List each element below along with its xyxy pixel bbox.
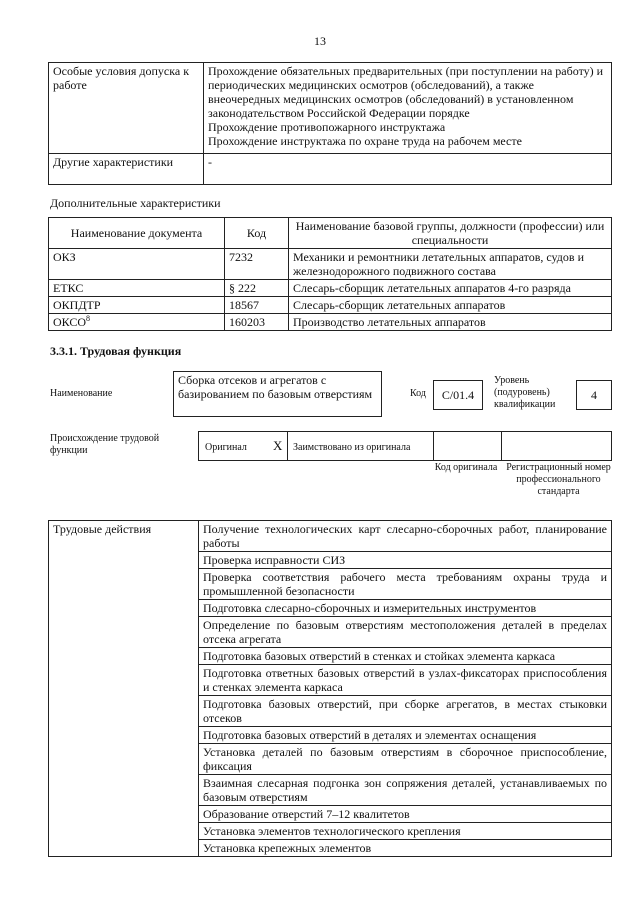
doc-name: ОКСО xyxy=(53,315,87,329)
name-cell: Механики и ремонтники летательных аппаратов, судов и железнодорожного подвижного состава xyxy=(289,249,612,280)
doc-cell: ЕТКС xyxy=(49,280,225,297)
name-value: Сборка отсеков и агрегатов с базированием по базовым отверстиям xyxy=(178,373,373,401)
additional-heading: Дополнительные характеристики xyxy=(50,196,221,210)
code-cell: § 222 xyxy=(225,280,289,297)
origin-box xyxy=(198,431,612,461)
row-line: Прохождение инструктажа по охране труда на рабочем месте xyxy=(208,134,522,148)
table-row xyxy=(49,521,612,552)
level-label: Уровень (подуровень) квалификации xyxy=(494,375,556,410)
table-row xyxy=(49,297,612,314)
table-row xyxy=(49,280,612,297)
list-item: Определение по базовым отверстиям местоположения деталей в пределах отсека агрегата xyxy=(199,617,612,648)
reg-number-label: Регистрационный номер профессионального стандарта xyxy=(506,462,611,497)
doc-cell: ОКЗ xyxy=(49,249,225,280)
labor-actions-table xyxy=(48,520,612,857)
code-cell: 160203 xyxy=(225,314,289,331)
name-label: Наименование xyxy=(50,388,113,399)
list-item: Подготовка базовых отверстий в деталях и элементах оснащения xyxy=(199,727,612,744)
code-cell: 18567 xyxy=(225,297,289,314)
list-item: Подготовка ответных базовых отверстий в узлах-фиксаторах приспособления и стенках элемента каркаса xyxy=(199,665,612,696)
header-name: Наименование базовой группы, должности (профессии) или специальности xyxy=(289,218,612,249)
origin-divider xyxy=(433,432,434,460)
table-row xyxy=(49,154,612,185)
list-item: Взаимная слесарная подгонка зон сопряжения деталей, устанавливаемых по базовым отверстиям xyxy=(199,775,612,806)
header-doc: Наименование документа xyxy=(49,218,225,249)
table-row xyxy=(49,249,612,280)
list-item: Установка крепежных элементов xyxy=(199,840,612,857)
original-mark: X xyxy=(273,438,283,453)
name-cell: Производство летательных аппаратов xyxy=(289,314,612,331)
origin-divider xyxy=(287,432,288,460)
origin-code-label: Код оригинала xyxy=(434,462,498,473)
table-row xyxy=(49,314,612,331)
level-value-box xyxy=(576,380,612,410)
origin-divider xyxy=(501,432,502,460)
row-label: Другие характеристики xyxy=(49,154,204,185)
list-item: Подготовка базовых отверстий в стенках и стойках элемента каркаса xyxy=(199,648,612,665)
code-value-box xyxy=(433,380,483,410)
code-value: C/01.4 xyxy=(441,388,475,402)
list-item: Проверка исправности СИЗ xyxy=(199,552,612,569)
original-label: Оригинал xyxy=(205,442,247,453)
additional-table xyxy=(48,217,612,331)
name-cell: Слесарь-сборщик летательных аппаратов 4-го разряда xyxy=(289,280,612,297)
origin-label: Происхождение трудовой функции xyxy=(50,433,160,456)
code-label: Код xyxy=(410,388,426,399)
row-value xyxy=(204,63,612,154)
list-item: Установка элементов технологического крепления xyxy=(199,823,612,840)
doc-cell xyxy=(49,314,225,331)
level-value: 4 xyxy=(591,388,597,402)
row-line: Прохождение обязательных предварительных (при поступлении на работу) и периодических медицинских осмотров (обследований), а также внеочередных медицинских осмотров (обследований) в установленном законодательством Российской Федерации порядке xyxy=(208,64,604,120)
row-value: - xyxy=(204,154,612,185)
labor-function-heading: 3.3.1. Трудовая функция xyxy=(50,344,182,358)
list-item: Образование отверстий 7–12 квалитетов xyxy=(199,806,612,823)
list-item: Получение технологических карт слесарно-сборочных работ, планирование работы xyxy=(199,521,612,552)
list-item: Подготовка слесарно-сборочных и измерительных инструментов xyxy=(199,600,612,617)
admission-table xyxy=(48,62,612,185)
table-header-row xyxy=(49,218,612,249)
row-line: Прохождение противопожарного инструктажа xyxy=(208,120,446,134)
page-number: 13 xyxy=(314,34,326,48)
header-code: Код xyxy=(225,218,289,249)
footnote-ref: 8 xyxy=(86,314,91,323)
name-cell: Слесарь-сборщик летательных аппаратов xyxy=(289,297,612,314)
name-value-box xyxy=(173,371,382,417)
code-cell: 7232 xyxy=(225,249,289,280)
list-item: Установка деталей по базовым отверстиям в сборочное приспособление, фиксация xyxy=(199,744,612,775)
labor-actions-label: Трудовые действия xyxy=(49,521,199,857)
row-label: Особые условия допуска к работе xyxy=(49,63,204,154)
table-row xyxy=(49,63,612,154)
list-item: Проверка соответствия рабочего места требованиям охраны труда и промышленной безопасности xyxy=(199,569,612,600)
borrowed-label: Заимствовано из оригинала xyxy=(293,442,411,453)
list-item: Подготовка базовых отверстий, при сборке агрегатов, в местах стыковки отсеков xyxy=(199,696,612,727)
doc-cell: ОКПДТР xyxy=(49,297,225,314)
